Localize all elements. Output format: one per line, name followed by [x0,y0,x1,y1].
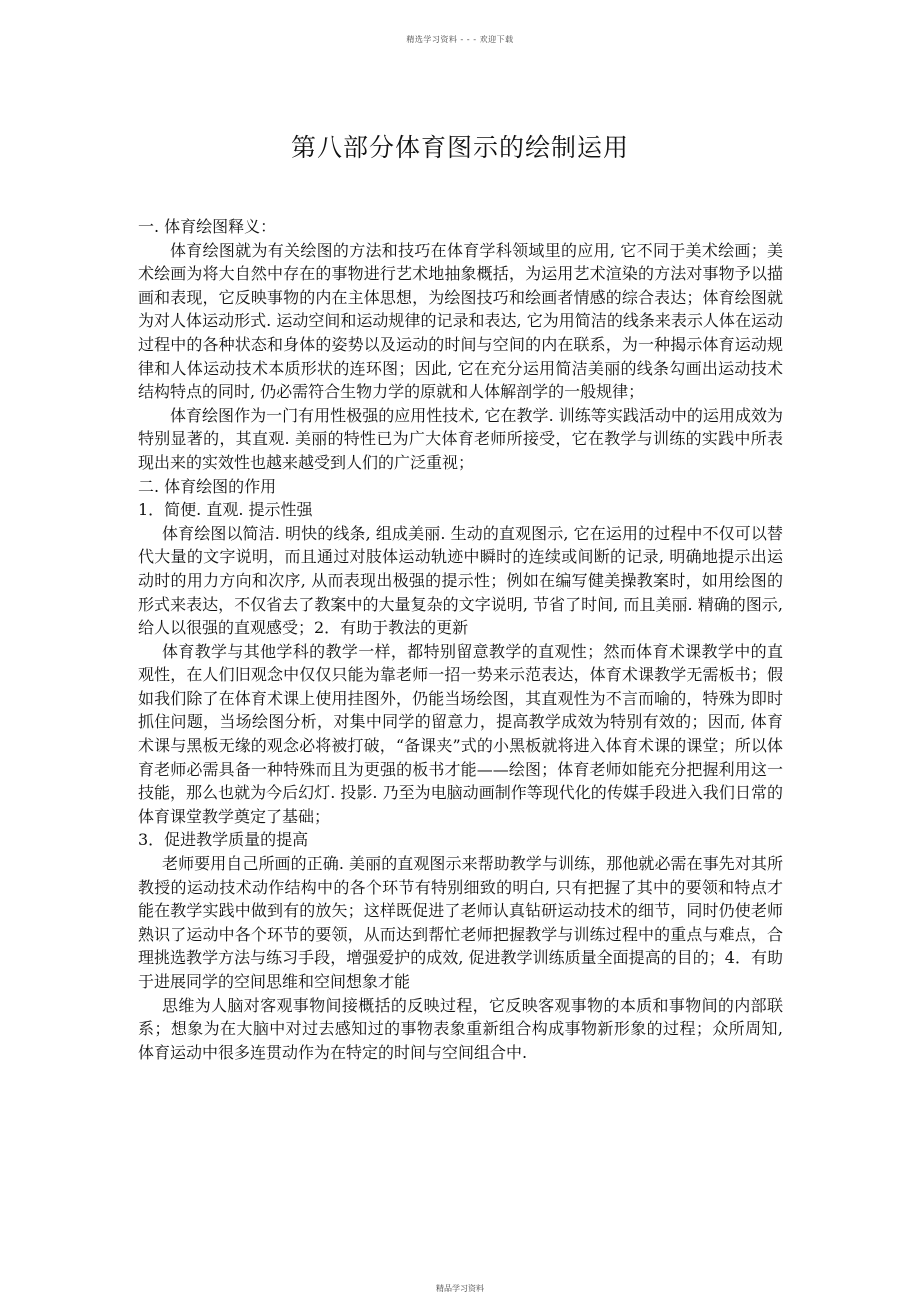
subheading-teaching-quality: 3．促进教学质量的提高 [138,830,309,850]
paragraph-definition: 体育绘图就为有关绘图的方法和技巧在体育学科领域里的应用, 它不同于美术绘画；美术绘画为将大自然中存在的事物进行艺术地抽象概括，为运用艺术渲染的方法对事物予以描画和表现，它反映事物的内在主体思想，为绘图技巧和绘画者情感的综合表达；体育绘图就为对人体运动形式. 运动空间和运动规律的记录和表达, 它为用简洁的线条来表示人体在运动过程中的各种状态和身体的姿势以及运动的时间与空间的内在联系，为一种揭示体育运动规律和人体运动技术本质形状的连环图；因此, 它在充分运用简洁美丽的线条勾画出运动技术结构特点的同时, 仍必需符合生物力学的原就和人体解剖学的一般规律； [138,240,783,402]
paragraph-spatial-thinking: 思维为人脑对客观事物间接概括的反映过程，它反映客观事物的本质和事物间的内部联系；想象为在大脑中对过去感知过的事物表象重新组合构成事物新形象的过程；众所周知, 体育运动中很多连贯动作为在特定的时间与空间组合中. [138,995,783,1062]
subheading-simple-intuitive: 1．简便. 直观. 提示性强 [138,500,313,520]
paragraph-teaching-method: 体育教学与其他学科的教学一样，都特别留意教学的直观性；然而体育术课教学中的直观性，在人们旧观念中仅仅只能为靠老师一招一势来示范表达，体育术课教学无需板书；假如我们除了在体育术课上使用挂图外，仍能当场绘图，其直观性为不言而喻的，特殊为即时抓住问题，当场绘图分析，对集中同学的留意力，提高教学成效为特别有效的；因而, 体育术课与黑板无缘的观念必将被打破，“备课夹”式的小黑板就将进入体育术课的课堂；所以体育老师必需具备一种特殊而且为更强的板书才能——绘图；体育老师如能充分把握利用这一技能，那么也就为今后幻灯. 投影. 乃至为电脑动画制作等现代化的传媒手段进入我们日常的体育课堂教学奠定了基础； [138,641,783,826]
page-footer: 精品学习资料 [436,1284,484,1293]
paragraph-simple-intuitive: 体育绘图以简洁. 明快的线条, 组成美丽. 生动的直观图示, 它在运用的过程中不仅可以替代大量的文字说明，而且通过对肢体运动轨迹中瞬时的连续或间断的记录, 明确地提示出运动时的用力方向和次序, 从而表现出极强的提示性；例如在编写健美操教案时，如用绘图的形式来表达，不仅省去了教案中的大量复杂的文字说明, 节省了时间, 而且美丽. 精确的图示, 给人以很强的直观感受；2．有助于教法的更新 [138,523,783,638]
section-heading-definition: 一. 体育绘图释义： [138,217,277,236]
page-title: 第八部分体育图示的绘制运用 [290,133,629,162]
section-heading-function: 二. 体育绘图的作用 [138,476,277,496]
document-body [138,215,783,1064]
paragraph-teaching-quality: 老师要用自己所画的正确. 美丽的直观图示来帮助教学与训练，那他就必需在事先对其所教授的运动技术动作结构中的各个环节有特别细致的明白, 只有把握了其中的要领和特点才能在教学实践中做到有的放矢；这样既促进了老师认真钻研运动技术的细节，同时仍使老师熟识了运动中各个环节的要领，从而达到帮忙老师把握教学与训练过程中的重点与难点，合理挑选教学方法与练习手段，增强爱护的成效, 促进教学训练质量全面提高的目的；4．有助于进展同学的空间思维和空间想象才能 [138,854,783,991]
page-header: 精选学习资料 - - - 欢迎下载 [406,35,514,44]
paragraph-application: 体育绘图作为一门有用性极强的应用性技术, 它在教学. 训练等实践活动中的运用成效为特别显著的，其直观. 美丽的特性已为广大体育老师所接受，它在教学与训练的实践中所表现出来的实效性也越来越受到人们的广泛重视； [138,405,783,472]
